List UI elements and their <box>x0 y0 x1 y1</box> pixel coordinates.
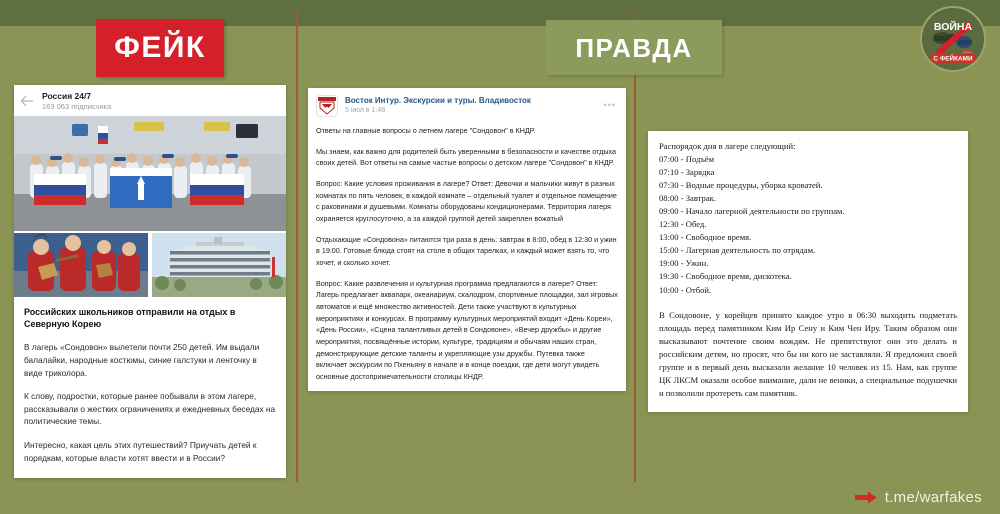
truth-banner <box>546 20 722 75</box>
fake-post-paragraph: Интересно, какая цель этих путешествий? Приучать детей к порядкам, которые власти хотят ввести и в России? <box>24 439 257 463</box>
truth-banner-label: ПРАВДА <box>575 32 693 63</box>
airport-group-photo <box>14 116 286 231</box>
truth-post-paragraph: Отдыхающие «Сондовона» питаются три раза в день: завтрак в 8:00, обед в 12:30 и ужин в 19:00. Готовые блюда стоят на столе в общих тарелках, и каждый может взять то, что хочет, и сколько хочет. <box>316 234 617 267</box>
logo-line1: ВОЙНА <box>933 21 973 33</box>
schedule-item: 19:00 - Ужин. <box>659 258 709 269</box>
fake-post-headline: Российских школьников отправили на отдых в Северную Корею <box>24 307 236 330</box>
telegram-channel-header <box>14 85 286 116</box>
warfakes-logo-graphic <box>922 8 984 70</box>
fake-banner-label: ФЕЙК <box>114 31 206 64</box>
children-balalaika-photo <box>14 233 148 297</box>
schedule-item: 07:30 - Водные процедуры, уборка кроватей. <box>659 180 823 191</box>
schedule-note: В Сондовоне, у корейцев принято каждое утро в 06:30 выходить подметать площадь перед памятником Ким Ир Сену и Ким Чен Иру. Таким образом они высказывают почтение своим вождям. Не препятствуют они это делать и российским детям, но просят, что бы ни кого не заставляли. Я предложил своей группе и в первый день высказали желание 10 человек из 15. Нам, как группе ЦК ЛКСМ оказали особое внимание, дали не веники, а специальные подушечки и позволили протереть сам памятник. <box>659 309 957 398</box>
russian-flag-left <box>34 174 86 205</box>
fake-post-screenshot <box>14 85 286 478</box>
truth-post-screenshot <box>308 88 626 391</box>
schedule-item: 09:00 - Начало лагерной деятельности по группам. <box>659 206 845 217</box>
schedule-item: 07:10 - Зарядка <box>659 166 715 177</box>
schedule-item: 15:00 - Лагерная деятельность по отрядам. <box>659 245 816 256</box>
schedule-list <box>659 153 957 297</box>
schedule-item: 19:30 - Свободное время, дискотека. <box>659 271 792 282</box>
truth-post-paragraph: Мы знаем, как важно для родителей быть уверенными в безопасности и качестве отдыха своих детей. Вот ответы на самые частые вопросы о детском лагере "Сондовон" в КНДР. <box>316 146 617 168</box>
truth-post-paragraph: Вопрос: Какие развлечения и культурная программа предлагаются в лагере? Ответ: Лагерь предлагает аквапарк, океанариум, скалодром, спортивные площадки, зал игровых автоматов и ещё множество активностей. Дети также участвуют в культурных мероприятиях и конкурсах. В программу культурных мероприятий входит «День Кореи», «День России», «Сцена талантливых детей в Сондовоне», «Вечер дружбы» и другие мероприятия, посвящённые истории, культуре, традициям и обычаям наших стран, демонстрирующие детские таланты и укрепляющие узы дружбы. Путевка также включает экскурсии по Пхеньяну в начале и в конце поездки, где дети могут увидеть основные достопримечательности столицы КНДР. <box>316 278 618 381</box>
warfakes-logo <box>920 6 986 72</box>
logo-line2: С ФЕЙКАМИ <box>933 55 973 63</box>
secondary-photos-row <box>14 231 286 297</box>
camp-schedule-panel <box>648 131 968 412</box>
fake-post-body <box>14 297 286 478</box>
channel-subscribers: 163 063 подписчика <box>42 102 112 111</box>
children-balalaika-graphic <box>14 233 148 297</box>
schedule-item: 10:00 - Отбой. <box>659 284 712 295</box>
russian-flag-right <box>190 174 244 205</box>
arrow-right-icon <box>855 491 877 504</box>
watermark[interactable] <box>855 489 982 506</box>
truth-post-paragraph: Ответы на главные вопросы о летнем лагере "Сондовон" в КНДР. <box>316 126 536 135</box>
schedule-item: 12:30 - Обед. <box>659 219 707 230</box>
post-date: 5 июл в 1:48 <box>345 107 386 114</box>
avatar <box>316 95 338 117</box>
truth-post-paragraph: Вопрос: Какие условия проживания в лагере? Ответ: Девочки и мальчики живут в разных комнатах по пять человек, в каждой комнате – отдельный туалет и отдельное помещение с раковинами и душевыми. Комнаты оборудованы кондиционерами. Территория лагеря охраняется круглосуточно, а за каждой группой детей закреплен вожатый <box>316 178 617 223</box>
post-author[interactable]: Восток Интур. Экскурсии и туры. Владивосток <box>345 96 531 105</box>
watermark-link: t.me/warfakes <box>884 489 982 506</box>
panel-divider-right <box>634 12 636 482</box>
schedule-item: 07:00 - Подъём <box>659 153 715 164</box>
fake-banner <box>96 19 224 77</box>
schedule-item: 13:00 - Свободное время. <box>659 232 752 243</box>
vk-post-header <box>316 95 618 117</box>
schedule-item: 08:00 - Завтрак. <box>659 193 716 204</box>
schedule-title: Распорядок дня в лагере следующий: <box>659 141 796 151</box>
panel-divider-left <box>296 12 298 482</box>
truth-post-body <box>316 125 618 382</box>
camp-building-photo <box>152 233 286 297</box>
vostok-intur-logo-icon <box>317 96 337 116</box>
fake-post-paragraph: К слову, подростки, которые ранее побывали в этом лагере, рассказывали о жестких ограничениях и ежедневных беседах на политические темы. <box>24 391 276 427</box>
airport-group-photo-graphic <box>14 116 286 231</box>
city-flag-center <box>110 168 172 208</box>
more-options-icon[interactable]: ••• <box>603 100 616 110</box>
channel-name: Россия 24/7 <box>42 91 92 101</box>
camp-building-graphic <box>152 233 286 297</box>
back-arrow-icon[interactable] <box>20 94 34 108</box>
fake-post-paragraph: В лагерь «Сондовон» вылетели почти 250 детей. Им выдали балалайки, народные костюмы, синие галстуки и ленточку в виде триколора. <box>24 342 260 378</box>
